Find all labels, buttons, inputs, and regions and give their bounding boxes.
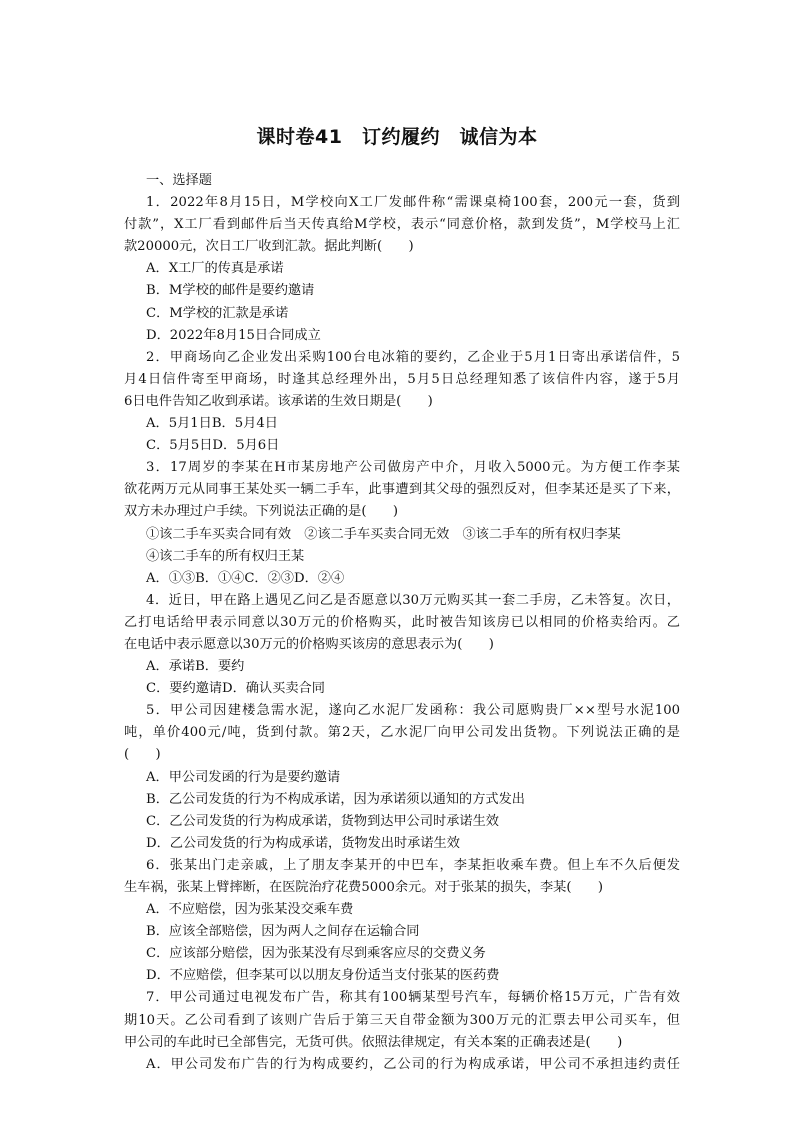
text-line: 欲花两万元从同事王某处买一辆二手车，此事遭到其父母的强烈反对，但李某还是买了下来， [124,482,680,498]
page-title: 课时卷41 订约履约 诚信为本 [256,126,538,148]
text-line: ( ) [124,747,161,763]
text-line: B．应该全部赔偿，因为两人之间存在运输合同 [146,924,420,940]
text-line: 双方未办理过户手续。下列说法正确的是( ) [124,504,399,520]
text-line: C．5月5日D．5月6日 [146,438,280,454]
text-line: 4．近日，甲在路上遇见乙问乙是否愿意以30万元购买其一套二手房，乙未答复。次日， [146,592,680,608]
text-line: A．①③B．①④C．②③D．②④ [146,570,345,586]
text-line: D．不应赔偿，但李某可以以朋友身份适当支付张某的医药费 [146,968,500,984]
text-line: 生车祸，张某上臂摔断，在医院治疗花费5000余元。对于张某的损失，李某( ) [124,880,604,895]
text-line: 5．甲公司因建楼急需水泥，遂向乙水泥厂发函称：我公司愿购贵厂××型号水泥100 [146,703,680,719]
text-line: ①该二手车买卖合同有效 ②该二手车买卖合同无效 ③该二手车的所有权归李某 [146,526,621,542]
text-line: A．不应赔偿，因为张某没交乘车费 [146,902,354,918]
text-line: A．承诺B．要约 [146,659,245,675]
text-line: A．5月1日B．5月4日 [146,416,278,432]
text-line: 甲公司的车此时已全部售完，无货可供。依照法律规定，有关本案的正确表述是( ) [124,1034,623,1050]
text-line: 在电话中表示愿意以30万元的价格购买该房的意思表示为( ) [124,636,494,652]
text-line: 1．2022年8月15日，M学校向X工厂发邮件称“需课桌椅100套，200元一套，货到 [146,195,680,211]
text-line: 月4日信件寄至甲商场，时逢其总经理外出，5月5日总经理知悉了该信件内容，遂于5月 [124,371,680,387]
text-line: 吨，单价400元/吨，货到付款。第2天，乙水泥厂向甲公司发出货物。下列说法正确的是 [124,725,680,741]
text-line: A．甲公司发布广告的行为构成要约，乙公司的行为构成承诺，甲公司不承担违约责任 [146,1056,680,1072]
question-list [124,170,680,1076]
text-line: A．甲公司发函的行为是要约邀请 [146,769,341,785]
text-line: D．2022年8月15日合同成立 [146,327,321,343]
text-line: 3．17周岁的李某在H市某房地产公司做房产中介，月收入5000元。为方便工作李某 [146,460,680,476]
text-line: C．乙公司发货的行为构成承诺，货物到达甲公司时承诺生效 [146,813,499,829]
text-line: 6日电件告知乙收到承诺。该承诺的生效日期是( ) [124,393,433,409]
text-line: C．应该部分赔偿，因为张某没有尽到乘客应尽的交费义务 [146,946,486,962]
text-line: A．X工厂的传真是承诺 [146,261,284,277]
text-line: 款20000元，次日工厂收到汇款。据此判断( ) [124,239,414,255]
text-line: C．M学校的汇款是承诺 [146,305,289,321]
text-line: 6．张某出门走亲戚，上了朋友李某开的中巴车，李某拒收乘车费。但上车不久后便发 [146,857,680,873]
text-line: 一、选择题 [146,173,212,188]
text-line: C．要约邀请D．确认买卖合同 [146,681,325,697]
text-line: 乙打电话给甲表示同意以30万元的价格购买，此时被告知该房已以相同的价格卖给丙。乙 [124,614,680,630]
text-line: 付款”，X工厂看到邮件后当天传真给M学校，表示“同意价格，款到发货”，M学校马上汇 [124,217,680,233]
text-line: B．M学校的邮件是要约邀请 [146,283,315,299]
text-line: ④该二手车的所有权归王某 [146,548,305,564]
text-line: 期10天。乙公司看到了该则广告后于第三天自带金额为300万元的汇票去甲公司买车，但 [124,1012,680,1028]
text-line: 2．甲商场向乙企业发出采购100台电冰箱的要约，乙企业于5月1日寄出承诺信件，5 [146,349,680,365]
text-line: D．乙公司发货的行为构成承诺，货物发出时承诺生效 [146,835,460,851]
text-line: 7．甲公司通过电视发布广告，称其有100辆某型号汽车，每辆价格15万元，广告有效 [146,990,680,1006]
text-line: B．乙公司发货的行为不构成承诺，因为承诺须以通知的方式发出 [146,791,525,807]
